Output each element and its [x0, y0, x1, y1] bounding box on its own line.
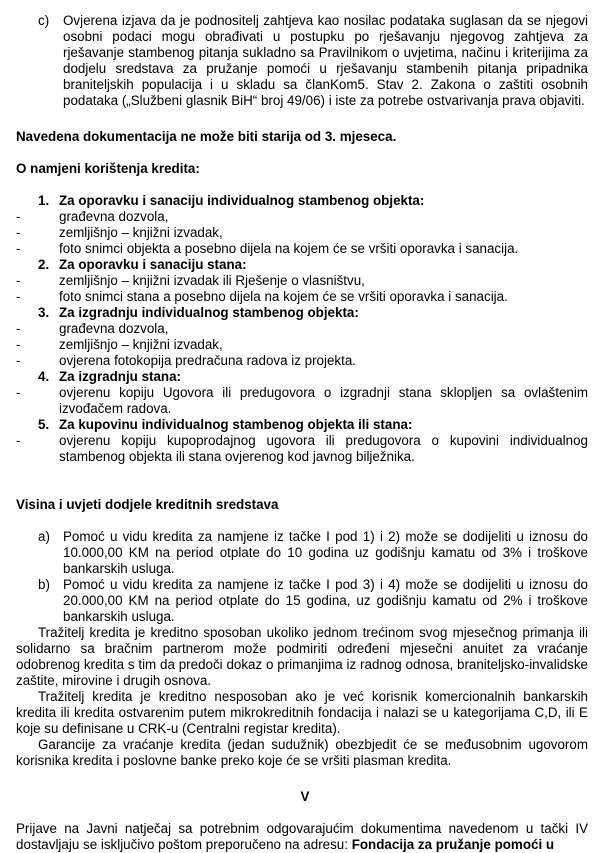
conditions-list: [16, 529, 594, 625]
condition-item: [16, 577, 594, 625]
purpose-requirement-item: [16, 209, 594, 225]
dash-bullet: -: [16, 433, 21, 448]
purpose-number: 2.: [38, 257, 50, 272]
credit-paragraph: Tražitelj kredita je kreditno nesposoban ako je već korisnik komercionalnih bankarskih kredita ili kredita ostvarenim putem mikrokreditnih fondacija i nalazi se u kategorijama C,D, ili E koje su definisane u CRK-u (Centralni registar kredita).: [16, 689, 588, 736]
list-text: Ovjerena izjava da je podnositelj zahtjeva kao nosilac podataka suglasan da se njegovi osobni podaci mogu obrađivati u postupku po rješavanju njegovog zahtjeva za rješavanje stambenog pitanja sukladno sa Pravilnikom o uvjetima, načinu i kriterijima za dodjelu sredstava za pružanje pomoći u rješavanju stambenih pitanja pripadnika braniteljskih populacija i u skladu sa članKom5. Stav 2. Zakona o zaštiti osobnih podataka („Službeni glasnik BiH“ broj 49/06) i iste za potrebe ostvarivanja prava objaviti.: [63, 13, 588, 108]
purpose-title: Za oporavku i sanaciju stana:: [59, 257, 247, 272]
purpose-number: 5.: [38, 417, 50, 432]
requirement-text: foto snimci stana a posebno dijela na kojem će se vršiti oporavka i sanacija.: [59, 289, 508, 304]
requirement-text: ovjerenu kopiju Ugovora ili predugovora o izgradnji stana sklopljen sa ovlaštenim izvođačem radova.: [59, 385, 588, 416]
dash-bullet: -: [16, 385, 21, 400]
purpose-title-row: [38, 257, 594, 273]
purpose-requirement-item: [16, 225, 594, 241]
purpose-number: 1.: [38, 193, 50, 208]
condition-text: Pomoć u vidu kredita za namjene iz tačke I pod 3) i 4) može se dodijeliti u iznosu do 20.000,00 KM na period otplate do 15 godina, uz godišnju kamatu od 2% i troškove bankarskih usluga.: [63, 577, 588, 624]
dash-bullet: -: [16, 289, 21, 304]
purpose-requirement-item: [16, 385, 594, 417]
conditions-heading: Visina i uvjeti dodjele kreditnih sredstava: [16, 497, 279, 512]
purpose-list: [16, 193, 594, 465]
purpose-requirement-item: [16, 353, 594, 369]
purpose-title: Za izgradnju stana:: [59, 369, 182, 384]
dash-bullet: -: [16, 353, 21, 368]
purpose-title-row: [38, 417, 594, 433]
purpose-requirement-item: [16, 289, 594, 305]
purpose-requirement-item: [16, 433, 594, 465]
requirement-text: foto snimci objekta a posebno dijela na kojem će se vršiti oporavka i sanacija.: [59, 241, 519, 256]
requirement-text: građevna dozvola,: [59, 209, 169, 224]
dash-bullet: -: [16, 241, 21, 256]
conditions-paragraphs: [16, 625, 594, 769]
credit-paragraph: Tražitelj kredita je kreditno sposoban ukoliko jednom trećinom svog mjesečnog primanja ili solidarno sa bračnim partnerom može podmiriti određeni mjesečni anuitet za vraćanje odobrenog kredita s tim da predoči dokaz o primanjima iz radnog odnosa, braniteljsko-invalidske zaštite, mirovine i drugih osnova.: [16, 625, 588, 688]
credit-paragraph: Garancije za vraćanje kredita (jedan sudužnik) obezbjedit će se međusobnim ugovorom korisnika kredita i poslovne banke preko koje će se vršiti plasman kredita.: [16, 737, 588, 768]
purpose-number: 3.: [38, 305, 50, 320]
requirement-text: ovjerenu kopiju kupoprodajnog ugovora ili predugovora o kupovini individualnog stambenog objekta ili stana ovjerenog kod javnog bilježnika.: [59, 433, 588, 464]
purpose-title-row: [38, 305, 594, 321]
purpose-heading: O namjeni korištenja kredita:: [16, 161, 200, 176]
purpose-title-row: [38, 369, 594, 385]
requirement-text: zemljišnjo – knjižni izvadak,: [59, 225, 223, 240]
note-document-age: Navedena dokumentacija ne može biti starija od 3. mjeseca.: [16, 129, 397, 144]
condition-text: Pomoć u vidu kredita za namjene iz tačke I pod 1) i 2) može se dodijeliti u iznosu do 10.000,00 KM na period otplate do 10 godina uz godišnju kamatu od 3% i troškove bankarskih usluga.: [63, 529, 588, 576]
purpose-title: Za izgradnju individualnog stambenog objekta:: [59, 305, 359, 320]
final-text: Prijave na Javni natječaj sa potrebnim odgovarajućim dokumentima navedenom u tački IV dostavljaju se isključivo poštom preporučeno na adresu:: [16, 821, 588, 852]
list-label: c): [38, 13, 50, 28]
purpose-requirement-item: [16, 241, 594, 257]
final-bold-text: Fondacija za pružanje pomoći u: [351, 837, 555, 852]
requirement-text: zemljišnjo – knjižni izvadak ili Rješenje o vlasništvu,: [59, 273, 365, 288]
condition-label: a): [38, 529, 50, 544]
requirement-text: zemljišnjo – knjižni izvadak,: [59, 337, 223, 352]
purpose-number: 4.: [38, 369, 50, 384]
final-paragraph: [16, 821, 594, 853]
condition-item: [16, 529, 594, 577]
purpose-requirement-item: [16, 273, 594, 289]
dash-bullet: -: [16, 209, 21, 224]
dash-bullet: -: [16, 273, 21, 288]
dash-bullet: -: [16, 225, 21, 240]
requirement-text: ovjerena fotokopija predračuna radova iz projekta.: [59, 353, 357, 368]
purpose-requirement-item: [16, 337, 594, 353]
purpose-title: Za oporavku i sanaciju individualnog stambenog objekta:: [59, 193, 425, 208]
dash-bullet: -: [16, 337, 21, 352]
list-item-c: [16, 13, 594, 109]
requirement-text: građevna dozvola,: [59, 321, 169, 336]
purpose-title-row: [38, 193, 594, 209]
purpose-title: Za kupovinu individualnog stambenog objekta ili stana:: [59, 417, 413, 432]
purpose-requirement-item: [16, 321, 594, 337]
dash-bullet: -: [16, 321, 21, 336]
section-v-heading: V: [300, 789, 310, 804]
condition-label: b): [38, 577, 50, 592]
